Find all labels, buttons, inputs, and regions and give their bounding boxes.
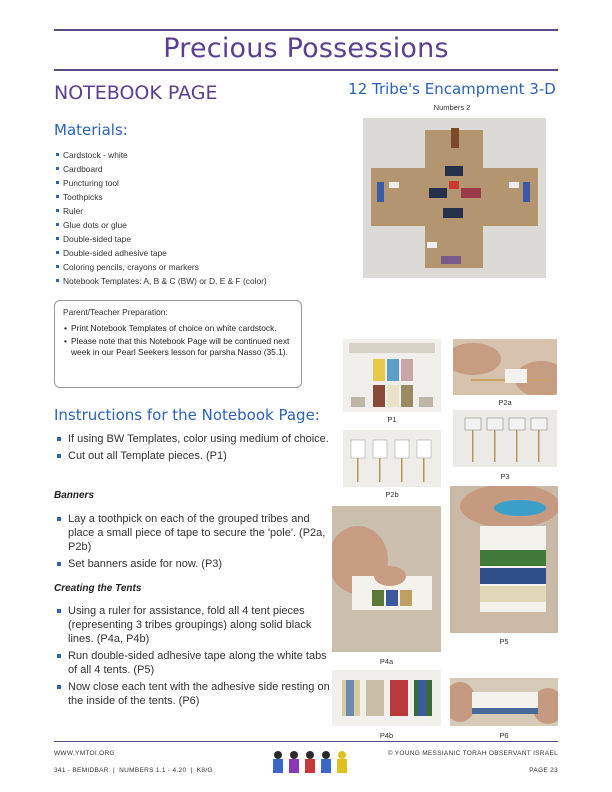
material-item: Cardboard: [56, 162, 336, 176]
instruction-item: Now close each tent with the adhesive side resting on the inside of the tents. (P6): [54, 680, 334, 708]
caption-p4a: P4a: [379, 657, 394, 666]
material-item: Cardstock - white: [56, 148, 336, 162]
tents-subheading: Creating the Tents: [54, 583, 142, 594]
tents-list: [54, 604, 334, 711]
p1-image: [343, 339, 441, 412]
p2b-image: [343, 430, 441, 487]
photo-p2b: [343, 430, 441, 487]
material-item: Coloring pencils, crayons or markers: [56, 260, 336, 274]
preparation-list: [63, 323, 293, 358]
instruction-item: If using BW Templates, color using medium of choice.: [54, 432, 334, 446]
caption-p1: P1: [387, 415, 397, 424]
caption-p2a: P2a: [498, 398, 512, 407]
material-item: Double-sided adhesive tape: [56, 246, 336, 260]
p4b-image: [332, 670, 441, 726]
instruction-item: Set banners aside for now. (P3): [54, 557, 334, 571]
p4a-image: [332, 506, 441, 652]
encampment-reference: Numbers 2: [433, 103, 471, 112]
footer-rule: [54, 741, 558, 742]
photo-p2a: [453, 339, 557, 395]
footer-logo: [270, 749, 350, 777]
material-item: Toothpicks: [56, 190, 336, 204]
preparation-title: Parent/Teacher Preparation:: [63, 307, 168, 317]
instruction-item: Cut out all Template pieces. (P1): [54, 449, 334, 463]
top-rule: [54, 29, 558, 31]
footer-lesson-info: 341 - BEMIDBAR | NUMBERS 1.1 - 4.20 | K8/G: [54, 767, 213, 774]
banners-list: [54, 512, 334, 574]
caption-p5: P5: [499, 637, 509, 646]
photo-p5: [450, 486, 558, 633]
caption-p4b: P4b: [379, 731, 394, 740]
title-rule: [54, 69, 558, 71]
page-title: Precious Possessions: [163, 33, 449, 64]
preparation-box: [54, 300, 302, 388]
caption-p2b: P2b: [385, 490, 399, 499]
instructions-intro-list: [54, 432, 334, 466]
materials-heading: Materials:: [54, 121, 128, 139]
material-item: Notebook Templates: A, B & C (BW) or D, E & F (color): [56, 274, 336, 288]
preparation-item: • Please note that this Notebook Page will be continued next week in our Pearl Seekers lesson for parsha Nasso (35.1).: [63, 336, 293, 358]
p5-image: [450, 486, 558, 633]
banners-subheading: Banners: [54, 490, 95, 501]
encampment-illustration: [363, 118, 546, 278]
footer-website[interactable]: WWW.YMTOI.ORG: [54, 750, 115, 757]
photo-p4b: [332, 670, 441, 726]
notebook-page-heading: NOTEBOOK PAGE: [54, 82, 218, 104]
photo-p4a: [332, 506, 441, 652]
caption-p6: P6: [499, 731, 509, 740]
p3-image: [453, 410, 557, 467]
photo-p3: [453, 410, 557, 467]
instruction-item: Lay a toothpick on each of the grouped tribes and place a small piece of tape to secure the 'pole'. (P2a, P2b): [54, 512, 334, 554]
material-item: Puncturing tool: [56, 176, 336, 190]
material-item: Glue dots or glue: [56, 218, 336, 232]
material-item: Ruler: [56, 204, 336, 218]
materials-list: [56, 148, 336, 288]
instructions-heading: Instructions for the Notebook Page:: [54, 406, 320, 424]
photo-p6: [450, 678, 558, 726]
encampment-photo: [363, 118, 546, 278]
p6-image: [450, 678, 558, 726]
encampment-title: 12 Tribe's Encampment 3-D: [348, 80, 556, 98]
instruction-item: Using a ruler for assistance, fold all 4 tent pieces (representing 3 tribes groupings) along solid black lines. (P4a, P4b): [54, 604, 334, 646]
material-item: Double-sided tape: [56, 232, 336, 246]
photo-p1: [343, 339, 441, 412]
preparation-item: • Print Notebook Templates of choice on white cardstock.: [63, 323, 293, 334]
caption-p3: P3: [500, 472, 510, 481]
footer-copyright: © YOUNG MESSIANIC TORAH OBSERVANT ISRAEL: [387, 750, 558, 757]
logo-figures-icon: [270, 749, 350, 777]
p2a-image: [453, 339, 557, 395]
footer-page-number: PAGE 23: [529, 767, 558, 774]
instruction-item: Run double-sided adhesive tape along the white tabs of all 4 tents. (P5): [54, 649, 334, 677]
